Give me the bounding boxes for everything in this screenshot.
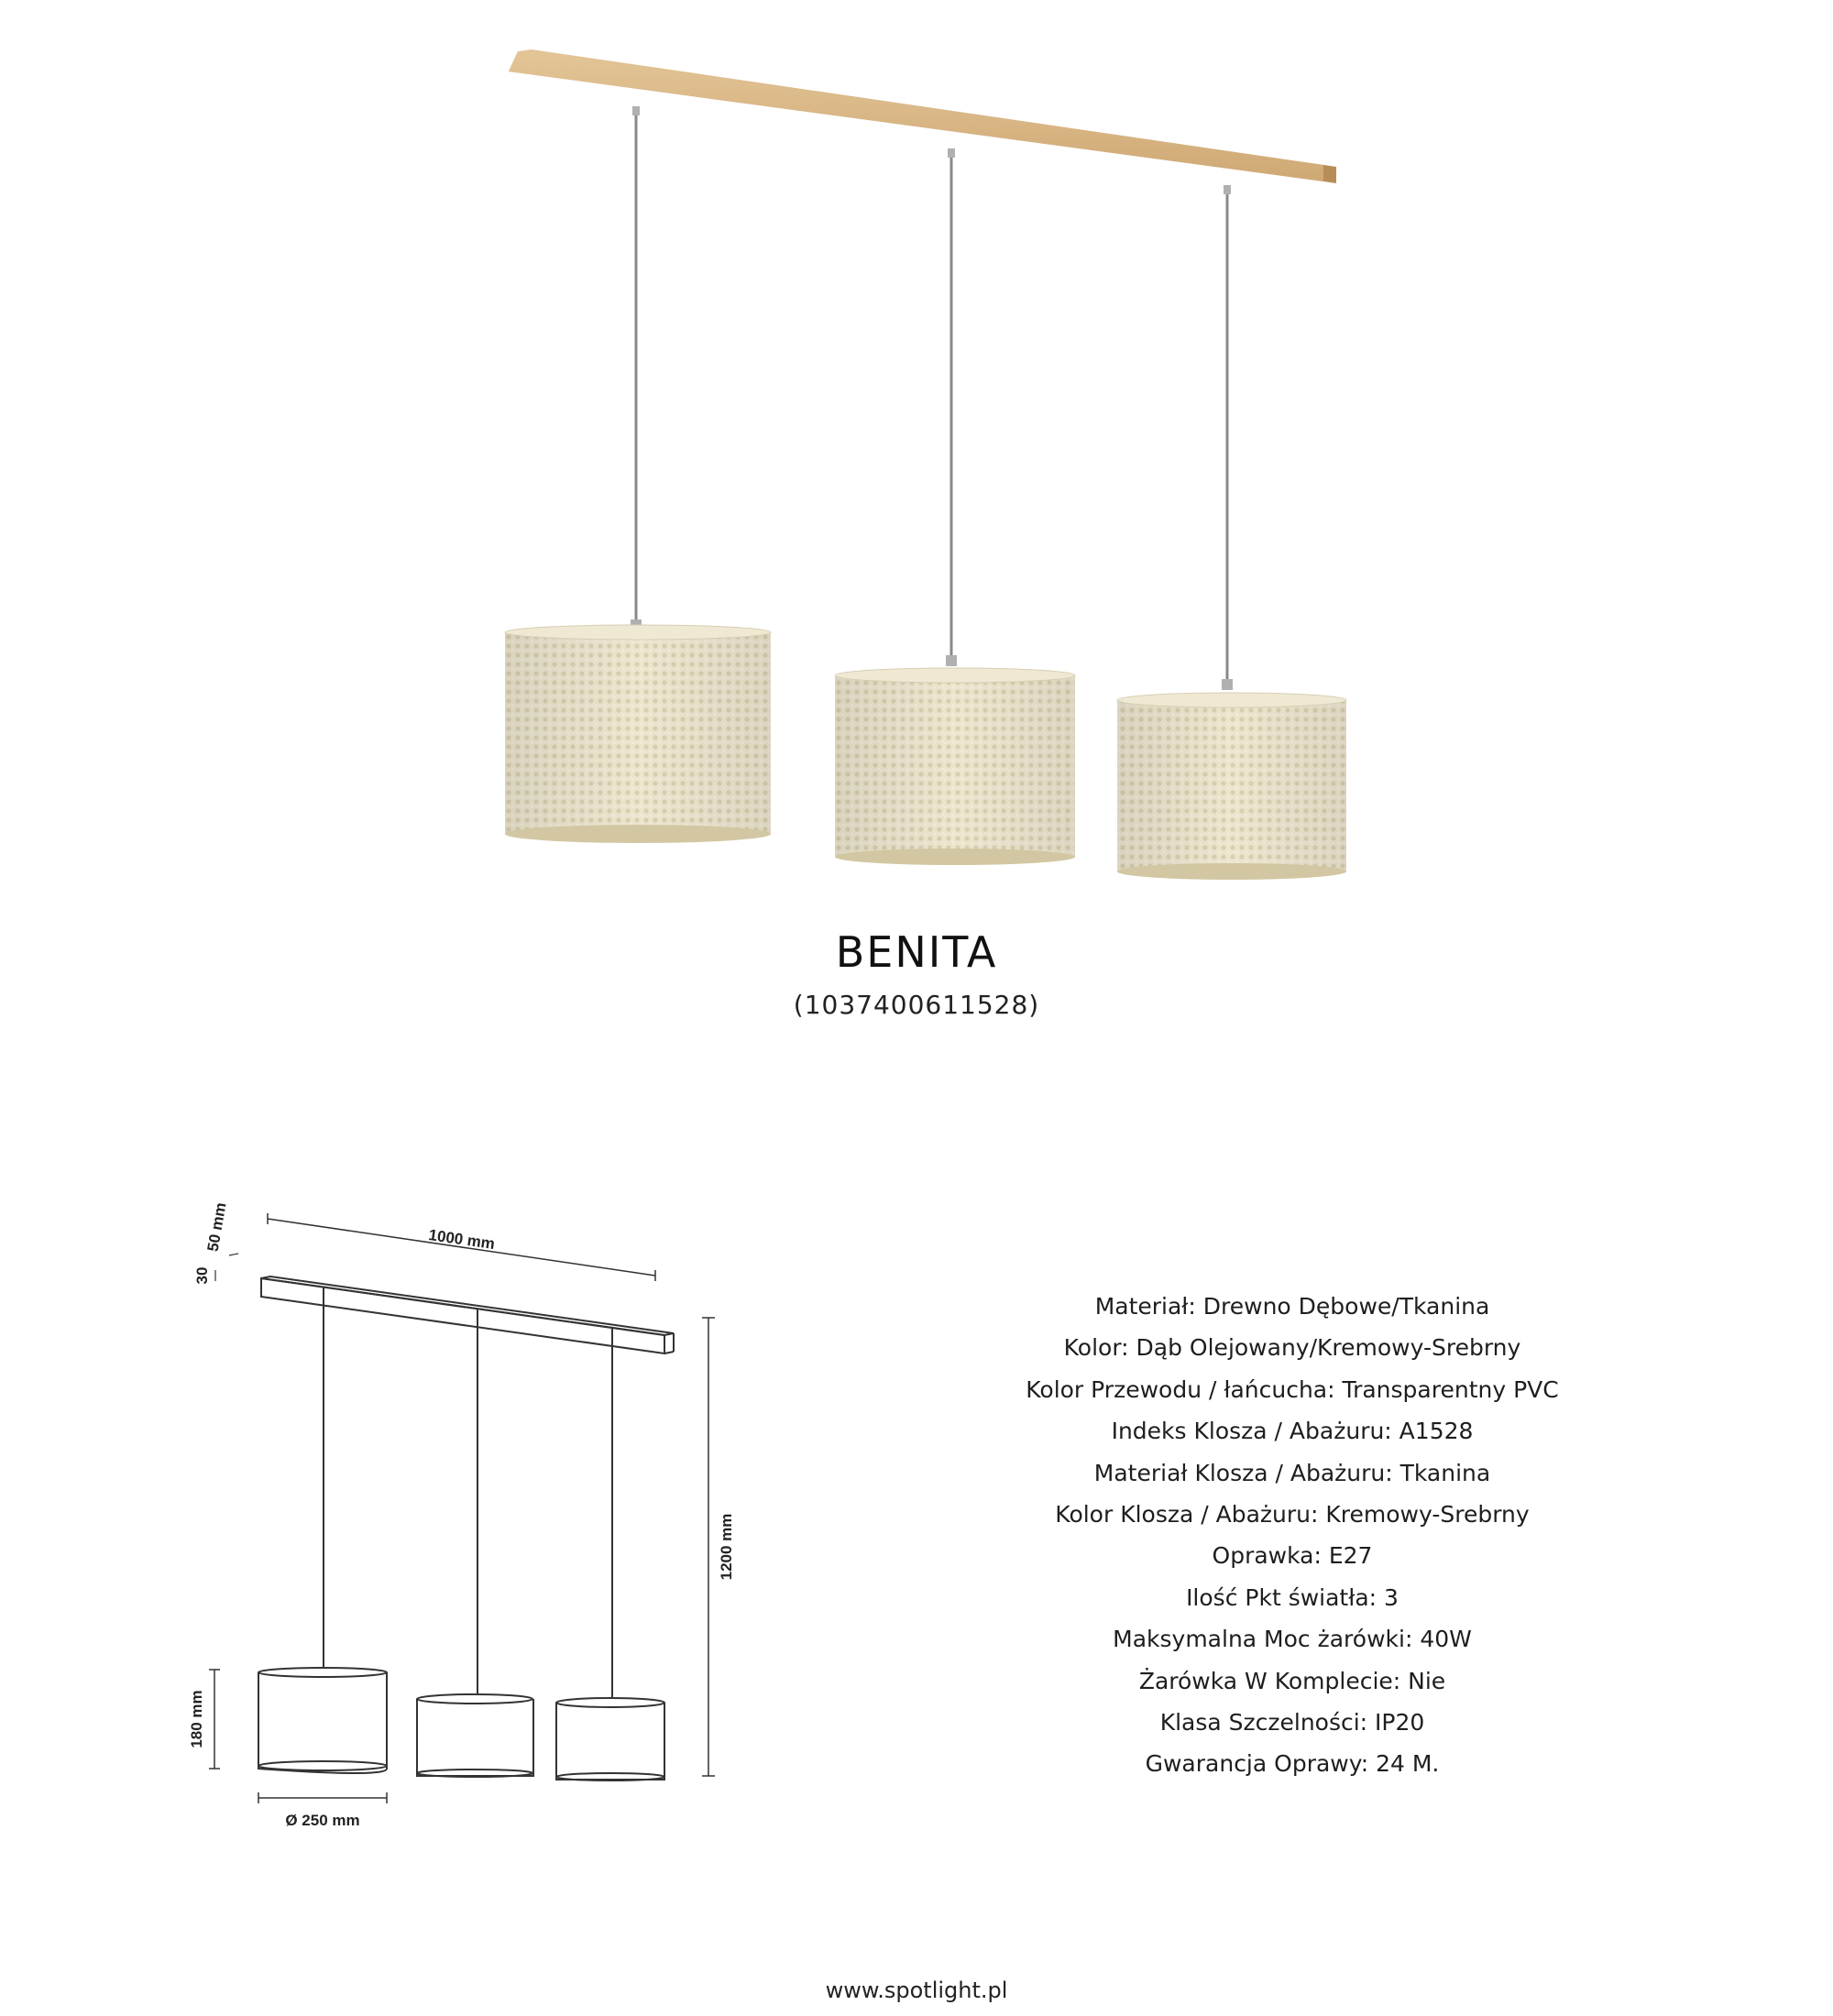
lamp-shade-middle (835, 668, 1075, 865)
spec-shade-material: Materiał Klosza / Abażuru: Tkanina (1093, 1459, 1491, 1486)
spec-warranty: Gwarancja Oprawy: 24 M. (1145, 1750, 1440, 1778)
spec-shade-index: Indeks Klosza / Abażuru: A1528 (1111, 1418, 1474, 1445)
suspension-cables (636, 112, 1227, 685)
dim-height: 1200 mm (718, 1513, 735, 1581)
spec-bulb-included: Żarówka W Komplecie: Nie (1138, 1667, 1446, 1694)
spec-list (926, 1286, 1659, 1785)
spec-shade-color: Kolor Klosza / Abażuru: Kremowy-Srebrny (1055, 1501, 1530, 1528)
product-code: (1037400611528) (793, 990, 1040, 1020)
spec-material: Materiał: Drewno Dębowe/Tkanina (1094, 1293, 1490, 1320)
dim-length: 1000 mm (427, 1226, 497, 1254)
oak-ceiling-bar (509, 49, 1336, 183)
drawing-bar (261, 1278, 664, 1353)
spec-color: Kolor: Dąb Olejowany/Kremowy-Srebrny (1063, 1334, 1521, 1362)
dim-bar-height: 30 (193, 1266, 211, 1285)
lamp-shade-right (1117, 693, 1346, 880)
footer-url[interactable]: www.spotlight.pl (825, 1978, 1008, 2003)
spec-socket: Oprawka: E27 (1212, 1542, 1373, 1570)
spec-light-points: Ilość Pkt światła: 3 (1186, 1583, 1399, 1611)
spec-max-power: Maksymalna Moc żarówki: 40W (1113, 1626, 1472, 1653)
spec-ip-class: Klasa Szczelności: IP20 (1159, 1709, 1425, 1737)
dim-shade-height: 180 mm (188, 1690, 205, 1748)
dim-shade-diameter: Ø 250 mm (285, 1812, 360, 1829)
dim-bar-width: 50 mm (203, 1200, 230, 1254)
product-name: BENITA (835, 927, 998, 977)
technical-drawing (165, 1191, 770, 1869)
product-photo (0, 0, 1833, 916)
lamp-shade-left (505, 625, 771, 843)
spec-cable-color: Kolor Przewodu / łańcucha: Transparentny PVC (1026, 1375, 1559, 1403)
